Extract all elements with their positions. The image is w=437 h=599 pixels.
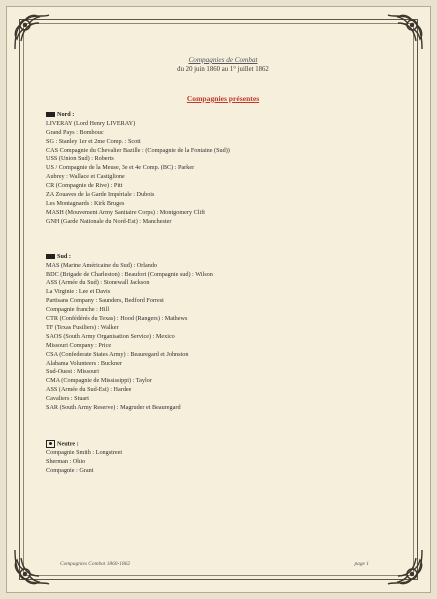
list-item: SAR (South Army Reserve) : Magruder et Beauregard	[46, 404, 181, 412]
list-item: MASH (Mouvement Army Sanitaire Corps) : Montgomery Clift	[46, 208, 205, 216]
list-item: ZA Zouaves de la Garde Impériale : Dubois	[46, 191, 155, 199]
list-item: Partisans Company : Saunders, Bedford Forrest	[46, 297, 164, 305]
list-item: Aubrey : Wallace et Castiglione	[46, 173, 125, 181]
circle-box-bullet-icon	[46, 440, 55, 448]
list-item: ASS (Armée du Sud-Est) : Hardee	[46, 386, 132, 394]
list-item: Compagnie franche : Hill	[46, 306, 110, 314]
square-bullet-icon	[46, 254, 55, 259]
list-item: Sherman : Ohio	[46, 458, 86, 466]
section-label: Nord :	[57, 110, 75, 118]
document-body	[46, 56, 386, 476]
corner-ornament-icon	[384, 546, 426, 588]
section-neutre	[46, 440, 386, 476]
section-nord	[46, 111, 386, 227]
list-item: Grand Pays : Bombouc	[46, 128, 104, 136]
section-heading: Compagnies présentes	[186, 94, 260, 103]
list-item: US / Compagnie de la Meuse, 3e et 4e Comp. (BC) : Parker	[46, 164, 195, 172]
list-item: BDC (Brigade de Charleston) : Beaufort (Compagnie sud) : Wilson	[46, 270, 213, 278]
list-item: SG : Stanley 1er et 2me Comp. : Scott	[46, 137, 141, 145]
section-sud	[46, 253, 386, 413]
list-item: SAOS (South Army Organisation Service) : Mexico	[46, 332, 175, 340]
list-item: MAS (Marine Américaine du Sud) : Orlando	[46, 261, 158, 269]
section-label: Neutre :	[57, 440, 79, 448]
list-item: Compagnie : Grant	[46, 467, 94, 475]
list-item: Les Montagnards : Kirk Bruges	[46, 199, 125, 207]
list-item: CSA (Confederate States Army) : Beauregard et Johnston	[46, 350, 189, 358]
list-item: TF (Texas Fusiliers) : Walker	[46, 323, 119, 331]
list-item: Cavaliers : Stuart	[46, 395, 89, 403]
list-item: LIVERAY (Lord Henry LIVERAY)	[46, 119, 136, 127]
footer-doc-name: Compagnies Combat 1860-1862	[60, 561, 131, 567]
list-item: CAS Compagnie du Chevalier Bazille : (Compagnie de la Fontaine (Sud))	[46, 146, 230, 154]
list-item: CR (Compagnie de Rive) : Pitt	[46, 182, 123, 190]
list-item: USS (Union Sud) : Roberts	[46, 155, 114, 163]
list-item: Missouri Company : Price	[46, 341, 112, 349]
square-bullet-icon	[46, 112, 55, 117]
list-item: Alabama Volunteers : Buckner	[46, 359, 122, 367]
corner-ornament-icon	[11, 11, 53, 53]
section-label: Sud :	[57, 252, 71, 260]
page-footer	[60, 561, 369, 567]
list-item: Compagnie Smith : Longstreet	[46, 449, 123, 457]
corner-ornament-icon	[384, 11, 426, 53]
list-item: ASS (Armée du Sud) : Stonewall Jackson	[46, 279, 150, 287]
document-title: Compagnies de Combat	[188, 56, 258, 64]
list-item: Sud-Ouest : Missouri	[46, 368, 99, 376]
document-subtitle: du 20 juin 1860 au 1° juillet 1862	[177, 66, 269, 73]
list-item: La Virginie : Lee et Davis	[46, 288, 111, 296]
list-item: GNH (Garde Nationale du Nord-Est) : Manchester	[46, 217, 172, 225]
list-item: CMA (Compagnie de Mississippi) : Taylor	[46, 377, 152, 385]
list-item: CTR (Confédérés du Texas) : Hood (Rangers) : Mathews	[46, 315, 188, 323]
corner-ornament-icon	[11, 546, 53, 588]
footer-page-number: page 1	[354, 561, 369, 567]
